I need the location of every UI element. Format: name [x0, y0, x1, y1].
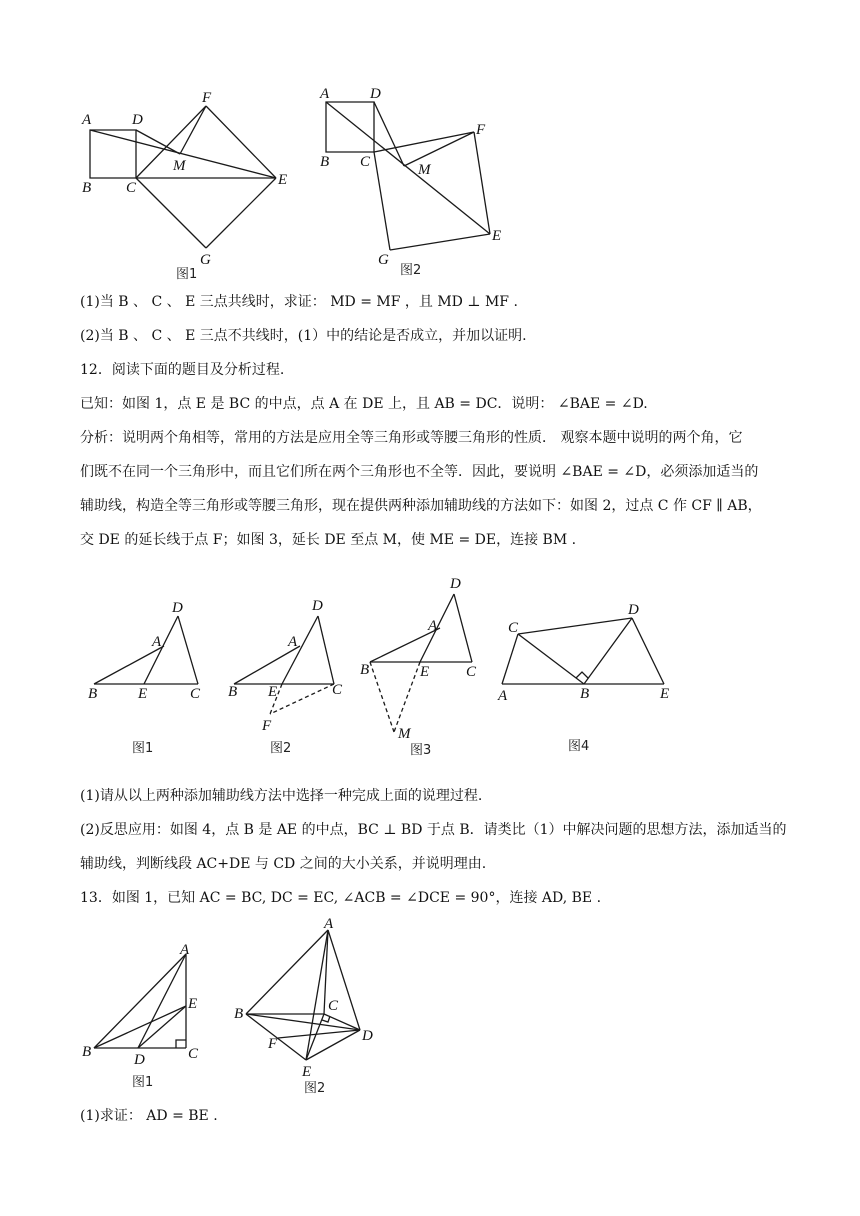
label-D: D	[362, 1028, 373, 1044]
label-D: D	[370, 86, 381, 102]
caption-q13-fig1: 图1	[132, 1075, 154, 1090]
label-A: A	[82, 112, 92, 128]
q13-part1: (1)求证： AD = BE .	[80, 1108, 218, 1124]
q12-part2-line1: (2)反思应用：如图 4，点 B 是 AE 的中点，BC ⊥ BD 于点 B．请类比（1）中解决问题的思想方法，添加适当的	[80, 822, 787, 838]
label-G: G	[378, 252, 389, 268]
caption-q12-fig2: 图2	[270, 741, 292, 756]
q12-title: 12．阅读下面的题目及分析过程.	[80, 362, 285, 378]
caption-q12-fig1: 图1	[132, 741, 154, 756]
label-E: E	[492, 228, 502, 244]
label-B: B	[320, 154, 330, 170]
label-F: F	[268, 1036, 278, 1052]
label-F: F	[202, 90, 212, 106]
label-F: F	[262, 718, 272, 734]
label-D: D	[172, 600, 183, 616]
label-B: B	[88, 686, 98, 702]
q13-figure-2	[230, 918, 390, 1098]
q12-analysis-line4: 交 DE 的延长线于点 F；如图 3，延长 DE 至点 M，使 ME = DE，连接 BM .	[80, 532, 577, 548]
q12-figure-1	[86, 598, 216, 758]
q11-figure-1	[78, 88, 298, 288]
q12-figure-4	[494, 598, 694, 758]
q12-part1: (1)请从以上两种添加辅助线方法中选择一种完成上面的说理过程.	[80, 788, 483, 804]
q12-analysis-line3: 辅助线，构造全等三角形或等腰三角形，现在提供两种添加辅助线的方法如下：如图 2，过点 C 作 CF ∥ AB，	[80, 498, 762, 514]
q12-part2-line2: 辅助线，判断线段 AC+DE 与 CD 之间的大小关系，并说明理由.	[80, 856, 487, 872]
caption-fig2: 图2	[400, 263, 422, 278]
q12-given: 已知：如图 1，点 E 是 BC 的中点，点 A 在 DE 上，且 AB = DC．说明： ∠BAE = ∠D.	[80, 396, 648, 412]
label-D: D	[628, 602, 639, 618]
label-B: B	[580, 686, 590, 702]
label-E: E	[278, 172, 288, 188]
label-B: B	[228, 684, 238, 700]
caption-q12-fig3: 图3	[410, 743, 432, 758]
label-A: A	[288, 634, 298, 650]
label-A: A	[428, 618, 438, 634]
label-B: B	[360, 662, 370, 678]
label-M: M	[398, 726, 411, 742]
caption-q13-fig2: 图2	[304, 1081, 326, 1096]
label-C: C	[328, 998, 339, 1014]
q11-part2: (2)当 B 、 C 、 E 三点不共线时，(1）中的结论是否成立，并加以证明.	[80, 328, 527, 344]
label-C: C	[332, 682, 343, 698]
q13-title: 13．如图 1，已知 AC = BC, DC = EC, ∠ACB = ∠DCE = 90°，连接 AD, BE .	[80, 890, 602, 906]
label-E: E	[138, 686, 148, 702]
label-M: M	[173, 158, 186, 174]
label-E: E	[302, 1064, 312, 1080]
caption-fig1: 图1	[176, 267, 198, 282]
label-A: A	[498, 688, 508, 704]
label-D: D	[134, 1052, 145, 1068]
label-B: B	[234, 1006, 244, 1022]
q12-figure-3	[358, 574, 488, 764]
label-D: D	[312, 598, 323, 614]
label-E: E	[268, 684, 278, 700]
label-A: A	[324, 916, 334, 932]
label-B: B	[82, 180, 92, 196]
label-E: E	[188, 996, 198, 1012]
q11-figure-2	[318, 84, 518, 284]
label-D: D	[450, 576, 461, 592]
label-E: E	[420, 664, 430, 680]
label-E: E	[660, 686, 670, 702]
label-C: C	[360, 154, 371, 170]
q12-analysis-line2: 们既不在同一个三角形中，而且它们所在两个三角形也不全等．因此，要说明 ∠BAE = ∠D，必须添加适当的	[80, 464, 759, 480]
q11-part1: (1)当 B 、 C 、 E 三点共线时，求证： MD = MF ，且 MD ⊥ MF .	[80, 294, 518, 310]
label-B: B	[82, 1044, 92, 1060]
label-D: D	[132, 112, 143, 128]
label-A: A	[152, 634, 162, 650]
label-M: M	[418, 162, 431, 178]
caption-q12-fig4: 图4	[568, 739, 590, 754]
label-C: C	[190, 686, 201, 702]
label-A: A	[320, 86, 330, 102]
label-F: F	[476, 122, 486, 138]
label-C: C	[126, 180, 137, 196]
label-C: C	[466, 664, 477, 680]
q12-analysis-line1: 分析：说明两个角相等，常用的方法是应用全等三角形或等腰三角形的性质． 观察本题中说明的两个角，它	[80, 430, 743, 446]
label-A: A	[180, 942, 190, 958]
q13-figure-1	[80, 936, 210, 1096]
label-C: C	[508, 620, 519, 636]
label-G: G	[200, 252, 211, 268]
label-C: C	[188, 1046, 199, 1062]
q12-figure-2	[226, 598, 356, 758]
